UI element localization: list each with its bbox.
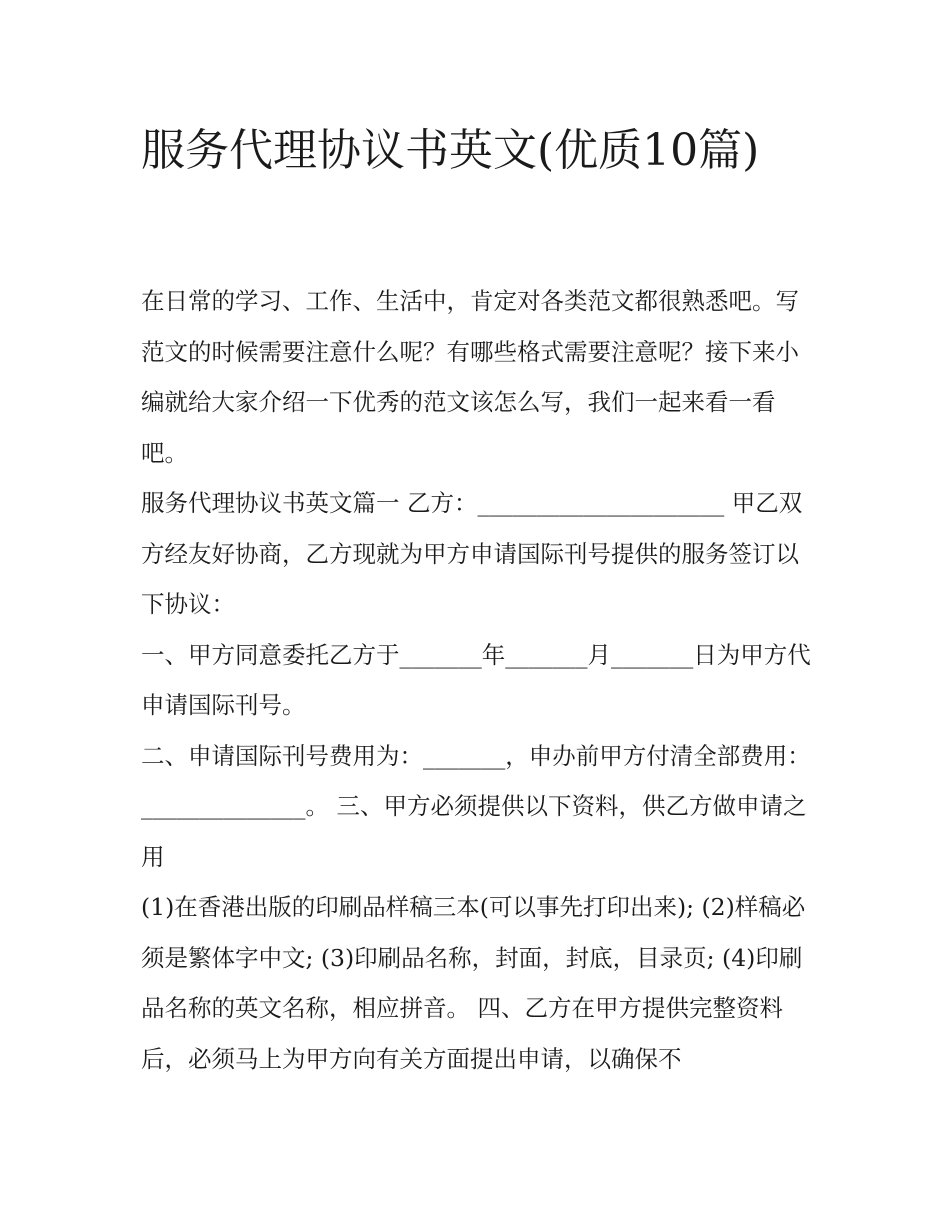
clause-one-paragraph: 一、甲方同意委托乙方于_______年_______月_______日为甲方代申请国际刊号。 xyxy=(141,640,811,719)
clause-two-three-paragraph: 二、申请国际刊号费用为：_______，申办前甲方付清全部费用：______________。 三、甲方必须提供以下资料，供乙方做申请之用 xyxy=(141,741,811,871)
agreement-parties-paragraph: 服务代理协议书英文篇一 乙方：_____________________ 甲乙双方经友好协商，乙方现就为甲方申请国际刊号提供的服务签订以下协议： xyxy=(141,489,803,618)
intro-paragraph: 在日常的学习、工作、生活中，肯定对各类范文都很熟悉吧。写范文的时候需要注意什么呢？有哪些格式需要注意呢？接下来小编就给大家介绍一下优秀的范文该怎么写，我们一起来看一看吧。 xyxy=(141,287,799,467)
materials-list-paragraph: (1)在香港出版的印刷品样稿三本(可以事先打印出来); (2)样稿必须是繁体字中文; (3)印刷品名称，封面，封底，目录页; (4)印刷品名称的英文名称，相应拼音。 四、乙方在甲方提供完整资料后，必须马上为甲方向有关方面提出申请，以确保不 xyxy=(141,893,806,1073)
document-title: 服务代理协议书英文(优质10篇) xyxy=(141,125,760,176)
document-body xyxy=(141,276,813,1084)
